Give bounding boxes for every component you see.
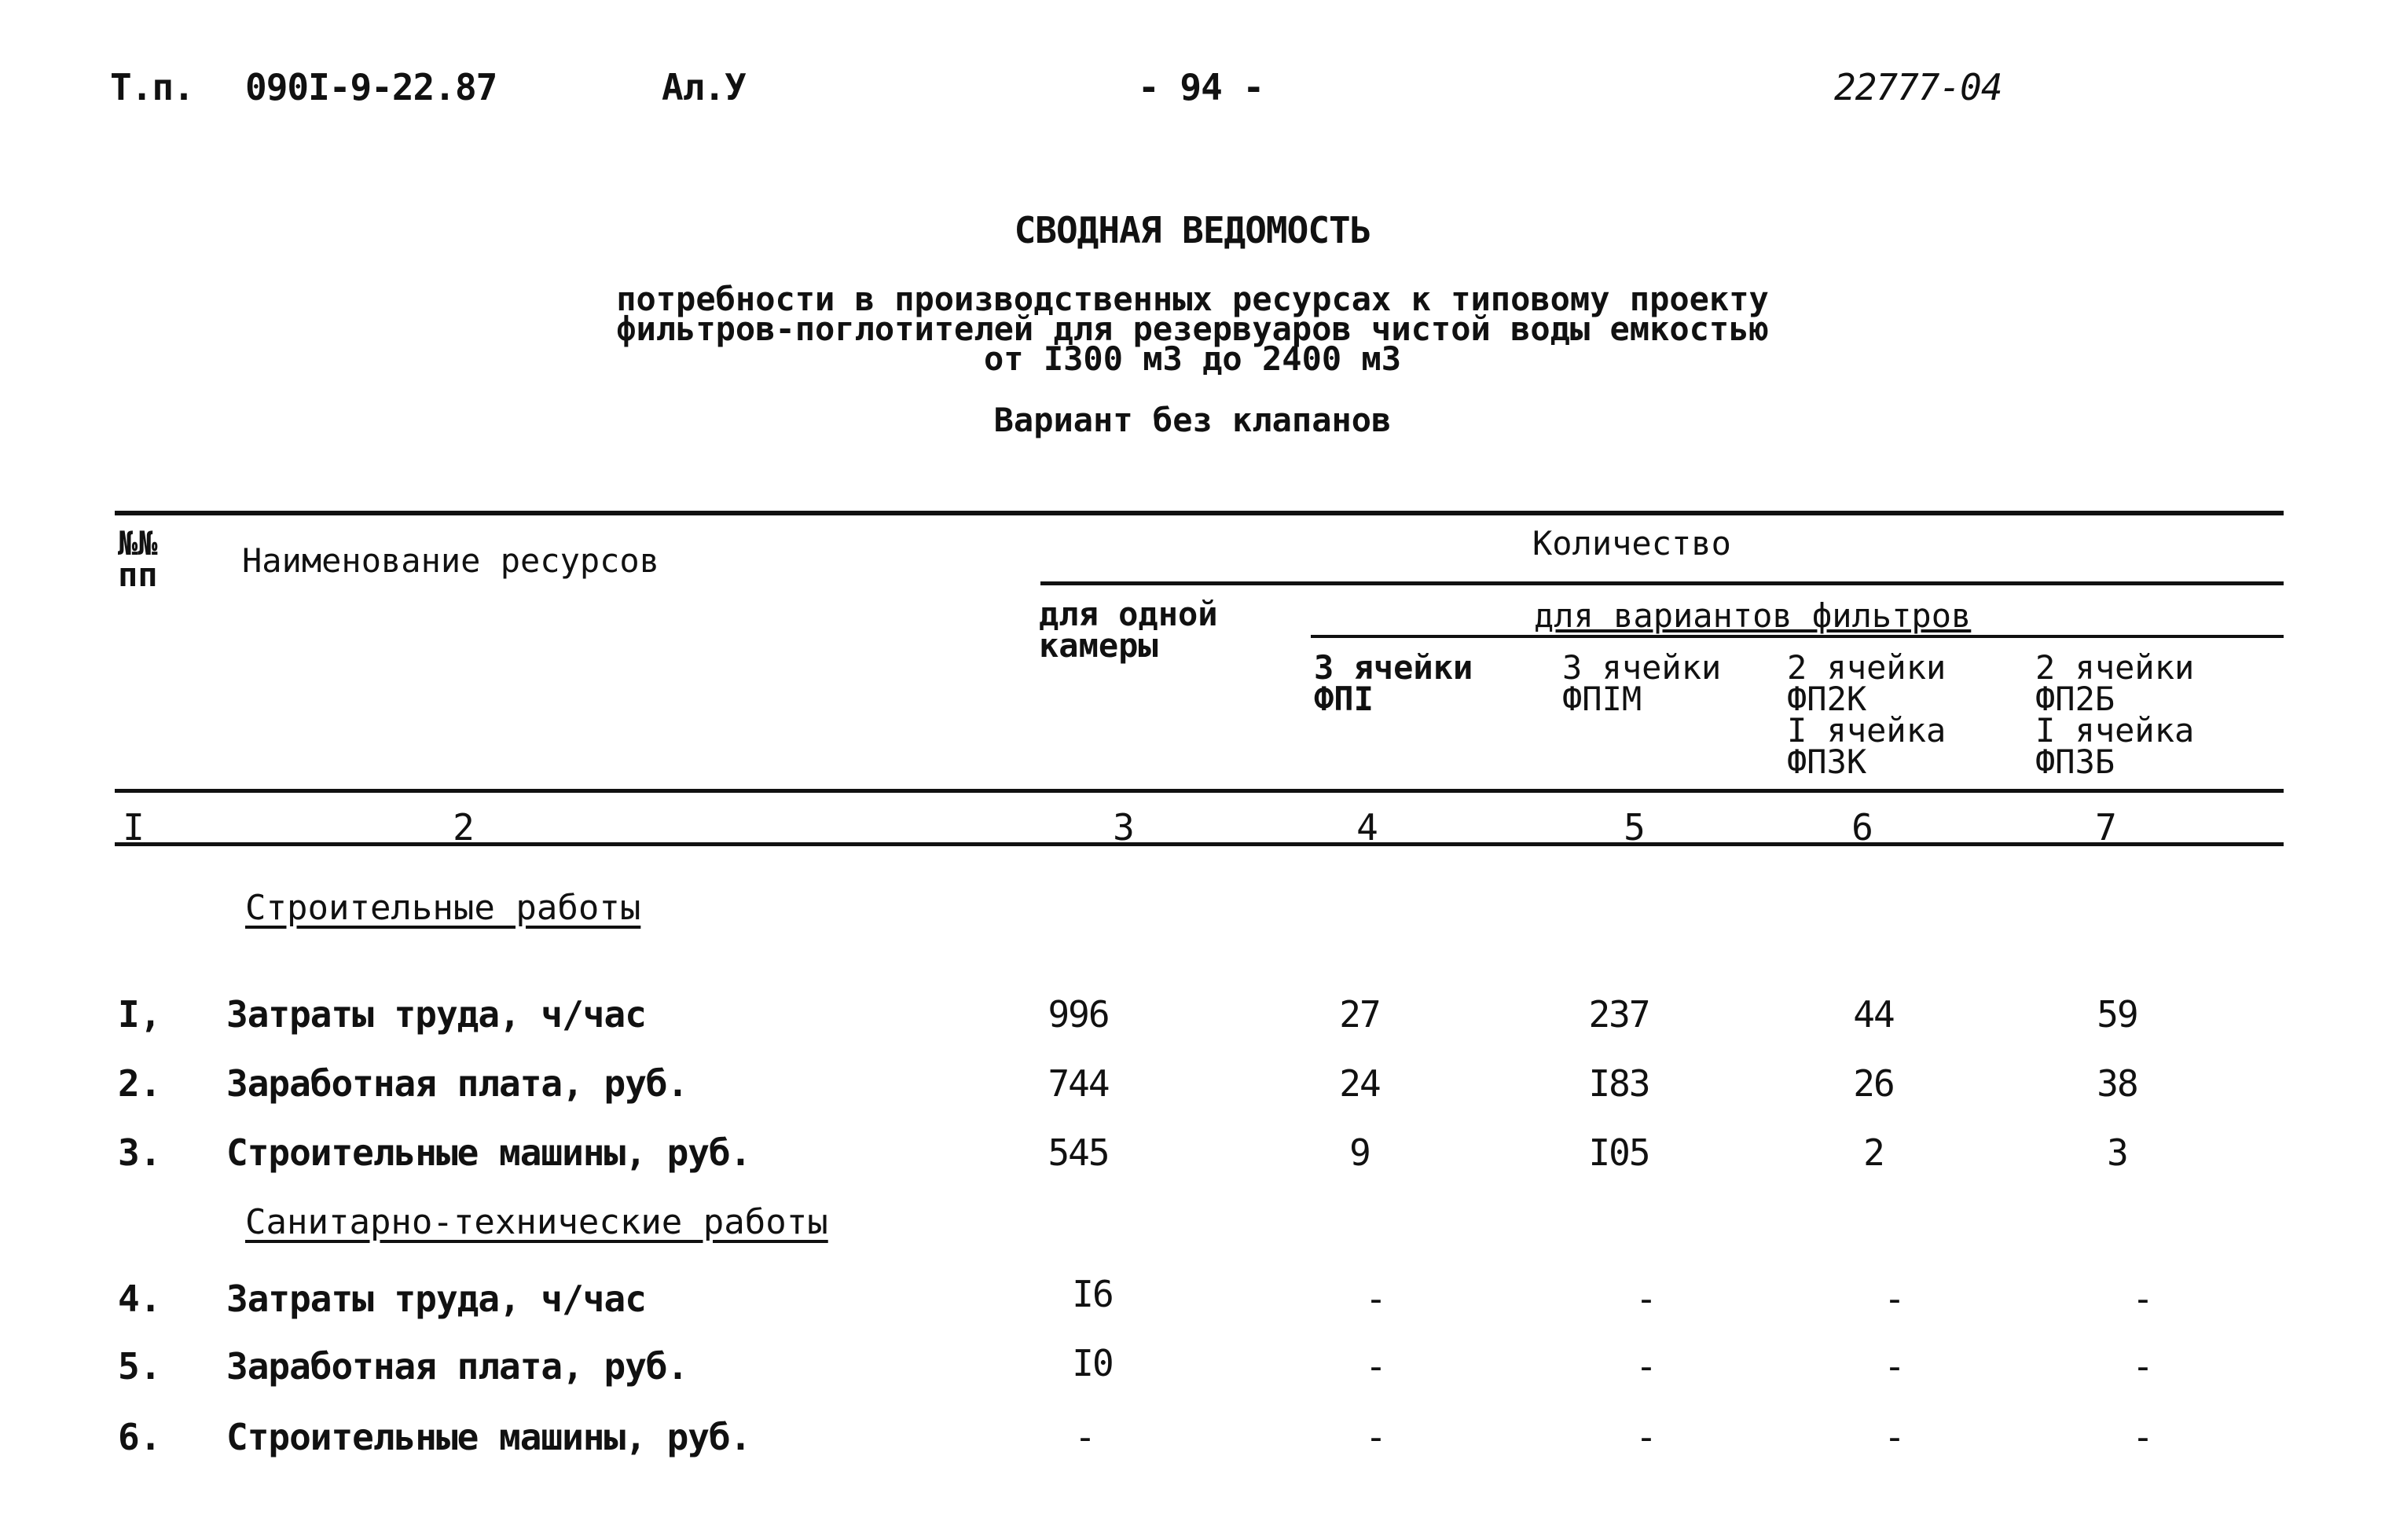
row-name: Строительные машины, руб.	[226, 1416, 751, 1458]
header-col6-line2: ФП2К	[1787, 680, 1867, 718]
cell-col3: -	[1074, 1416, 1095, 1458]
header-col5	[1562, 648, 1722, 718]
cell-col6: 2	[1863, 1131, 1884, 1174]
header-album: Ал.У	[662, 66, 746, 108]
cell-col7: 59	[2097, 993, 2137, 1036]
colnum-4: 4	[1356, 806, 1378, 849]
cell-col4: -	[1365, 1278, 1385, 1320]
header-one-chamber	[1039, 595, 1218, 665]
header-col6	[1787, 648, 1947, 781]
cell-col5: I83	[1588, 1062, 1649, 1105]
cell-col6: 44	[1853, 993, 1894, 1036]
row-name: Заработная плата, руб.	[226, 1062, 688, 1105]
header-col6-line4: ФП3К	[1787, 742, 1867, 781]
cell-col6: -	[1884, 1416, 1904, 1458]
colnum-3: 3	[1113, 806, 1135, 849]
cell-col6: -	[1884, 1345, 1904, 1388]
header-col7-line3: I ячейка	[2035, 711, 2195, 750]
row-name: Заработная плата, руб.	[226, 1345, 688, 1388]
header-num-line1: №№	[118, 524, 158, 563]
subtitle-line-1: потребности в производственных ресурсах к типовому проекту	[616, 280, 1769, 318]
cell-col5: -	[1635, 1345, 1656, 1388]
cell-col7: -	[2132, 1416, 2152, 1458]
header-col7	[2035, 648, 2195, 781]
header-quantity: Количество	[1532, 524, 1731, 563]
subtitle-line-3: от I300 м3 до 2400 м3	[983, 339, 1401, 378]
variants-rule	[1311, 635, 2284, 638]
header-col7-line4: ФП3Б	[2035, 742, 2115, 781]
section-construction: Строительные работы	[245, 888, 641, 928]
cell-col7: 38	[2097, 1062, 2137, 1105]
page-number: - 94 -	[1138, 66, 1264, 108]
row-name: Затраты труда, ч/час	[226, 1278, 646, 1320]
header-one-chamber-line1: для одной	[1039, 595, 1218, 633]
header-col4	[1314, 648, 1473, 718]
cell-col4: 27	[1339, 993, 1380, 1036]
header-col7-line1: 2 ячейки	[2035, 648, 2195, 687]
document-title: СВОДНАЯ ВЕДОМОСТЬ	[1014, 209, 1371, 251]
subtitle-line-2: фильтров-поглотителей для резервуаров чистой воды емкостью	[616, 310, 1769, 348]
cell-col4: 24	[1339, 1062, 1380, 1105]
header-col4-line2: ФПI	[1314, 680, 1374, 718]
row-name: Строительные машины, руб.	[226, 1131, 751, 1174]
variant-title: Вариант без клапанов	[993, 401, 1392, 439]
colnum-1: I	[123, 806, 145, 849]
colnum-2: 2	[453, 806, 475, 849]
row-number: 3.	[118, 1131, 162, 1174]
row-name: Затраты труда, ч/час	[226, 993, 646, 1036]
cell-col3: I0	[1072, 1342, 1113, 1384]
cell-col3: 996	[1048, 993, 1109, 1036]
header-filter-variants: для вариантов фильтров	[1534, 596, 1972, 635]
cell-col7: 3	[2107, 1131, 2127, 1174]
cell-col5: I05	[1588, 1131, 1649, 1174]
header-num	[118, 524, 158, 594]
header-num-line2: пп	[118, 556, 158, 594]
cell-col4: 9	[1349, 1131, 1370, 1174]
header-col7-line2: ФП2Б	[2035, 680, 2115, 718]
cell-col5: -	[1635, 1278, 1656, 1320]
table-top-rule	[115, 511, 2284, 515]
cell-col5: 237	[1588, 993, 1649, 1036]
cell-col3: 545	[1048, 1131, 1109, 1174]
colnum-7: 7	[2095, 806, 2117, 849]
section-sanitary: Санитарно-технические работы	[245, 1202, 828, 1242]
quantity-rule	[1040, 581, 2284, 585]
header-prefix: Т.п.	[110, 66, 194, 108]
header-col6-line3: I ячейка	[1787, 711, 1947, 750]
header-one-chamber-line2: камеры	[1039, 626, 1158, 665]
document-code: 22777-04	[1834, 66, 2002, 108]
cell-col3: 744	[1048, 1062, 1109, 1105]
document-subtitle	[0, 280, 2385, 378]
cell-col4: -	[1365, 1416, 1385, 1458]
row-number: 6.	[118, 1416, 162, 1458]
row-number: 4.	[118, 1278, 162, 1320]
header-bottom-rule	[115, 789, 2284, 793]
row-number: 5.	[118, 1345, 162, 1388]
cell-col6: -	[1884, 1278, 1904, 1320]
row-number: 2.	[118, 1062, 162, 1105]
cell-col7: -	[2132, 1278, 2152, 1320]
header-resource-name: Наименование ресурсов	[242, 541, 660, 580]
header-col5-line2: ФПIМ	[1562, 680, 1642, 718]
colnum-6: 6	[1851, 806, 1873, 849]
cell-col6: 26	[1853, 1062, 1894, 1105]
colnum-5: 5	[1624, 806, 1646, 849]
row-number: I,	[118, 993, 162, 1036]
header-col4-line1: 3 ячейки	[1314, 648, 1473, 687]
header-col5-line1: 3 ячейки	[1562, 648, 1722, 687]
header-col6-line1: 2 ячейки	[1787, 648, 1947, 687]
cell-col3: I6	[1072, 1273, 1113, 1315]
cell-col4: -	[1365, 1345, 1385, 1388]
cell-col5: -	[1635, 1416, 1656, 1458]
cell-col7: -	[2132, 1345, 2152, 1388]
header-series: 090I-9-22.87	[245, 66, 497, 108]
